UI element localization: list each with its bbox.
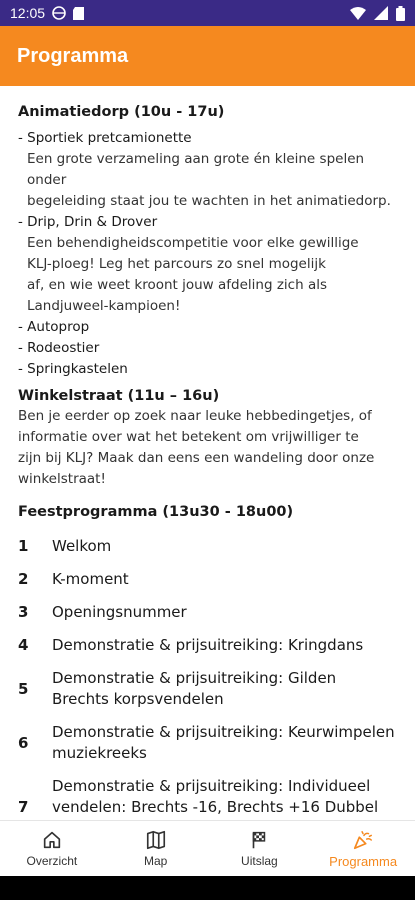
paragraph-line: informatie over wat het betekent om vrijwilliger te [18, 429, 359, 445]
list-item-desc: Een grote verzameling aan grote én kleine spelen onder [27, 151, 365, 188]
battery-icon [396, 6, 405, 21]
list-item: - Autoprop [18, 319, 90, 335]
program-text: Demonstratie & prijsuitreiking: Kringdans [52, 636, 364, 654]
list-item-desc: Landjuweel-kampioen! [27, 298, 181, 314]
program-number: 3 [18, 603, 29, 621]
app-bar [0, 26, 415, 86]
program-row [18, 536, 397, 557]
program-text: Openingsnummer [52, 603, 187, 621]
program-number: 6 [18, 733, 29, 752]
winkelstraat-text [18, 406, 397, 490]
list-item: - Rodeostier [18, 340, 100, 356]
list-item: - Springkastelen [18, 361, 128, 377]
program-row [18, 668, 397, 710]
home-icon [41, 829, 63, 851]
program-text: Demonstratie & prijsuitreiking: Individueel vendelen: Brechts -16, Brechts +16 Dubbel [52, 777, 379, 816]
section-title-feestprogramma: Feestprogramma (13u30 - 18u00) [18, 504, 294, 520]
party-icon [352, 829, 374, 851]
feestprogramma-list [18, 536, 397, 839]
nav-overzicht[interactable] [0, 821, 104, 876]
paragraph-line: winkelstraat! [18, 471, 106, 487]
bottom-navigation [0, 820, 415, 876]
program-row [18, 635, 397, 656]
program-number: 1 [18, 537, 29, 555]
animatiedorp-list [18, 128, 397, 380]
nav-label: Overzicht [26, 854, 78, 868]
program-number: 5 [18, 679, 29, 698]
nav-label: Programma [329, 853, 398, 869]
page-title: Programma [17, 44, 129, 67]
program-number: 2 [18, 570, 29, 588]
signal-icon [374, 6, 388, 20]
nav-label: Map [143, 854, 168, 868]
program-text: Demonstratie & prijsuitreiking: Gilden Brechts korpsvendelen [52, 669, 337, 708]
program-text: Demonstratie & prijsuitreiking: Keurwimpelen muziekreeks [52, 723, 395, 762]
list-item-desc: KLJ-ploeg! Leg het parcours zo snel mogelijk [27, 256, 326, 272]
list-item: - Sportiek pretcamionette [18, 130, 192, 146]
list-item-desc: Een behendigheidscompetitie voor elke gewillige [27, 235, 359, 251]
program-text: K-moment [52, 570, 129, 588]
program-number: 4 [18, 636, 29, 654]
wifi-icon [350, 7, 366, 20]
vpn-icon [52, 6, 66, 20]
program-content[interactable] [0, 86, 415, 820]
list-item-desc: begeleiding staat jou te wachten in het animatiedorp. [27, 193, 391, 209]
sd-card-icon [73, 7, 84, 20]
section-title-animatiedorp: Animatiedorp (10u - 17u) [18, 104, 225, 120]
nav-uitslag[interactable] [208, 821, 312, 876]
paragraph-line: Ben je eerder op zoek naar leuke hebbedingetjes, of [18, 408, 372, 424]
status-time: 12:05 [10, 5, 46, 21]
program-text: Welkom [52, 537, 112, 555]
status-bar [0, 0, 415, 26]
list-item: - Drip, Drin & Drover [18, 214, 158, 230]
map-icon [145, 829, 167, 851]
system-navigation-bar [0, 876, 415, 900]
flag-icon [248, 829, 270, 851]
nav-map[interactable] [104, 821, 208, 876]
list-item-desc: af, en wie weet kroont jouw afdeling zich als [27, 277, 327, 293]
program-row [18, 722, 397, 764]
program-row [18, 602, 397, 623]
nav-label: Uitslag [241, 854, 278, 868]
paragraph-line: zijn bij KLJ? Maak dan eens een wandeling door onze [18, 450, 375, 466]
program-row [18, 569, 397, 590]
nav-programma[interactable] [311, 821, 415, 876]
program-number: 7 [18, 798, 29, 816]
section-title-winkelstraat: Winkelstraat (11u – 16u) [18, 388, 220, 404]
